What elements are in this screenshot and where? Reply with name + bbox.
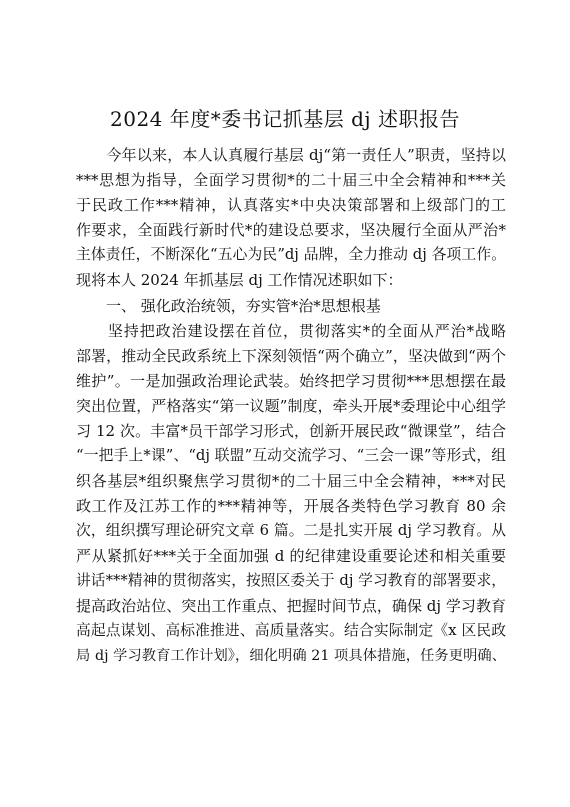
body-line: 部署，推动全民政系统上下深刻领悟“两个确立”，坚决做到“两个	[76, 347, 506, 365]
body-line: 政工作及江苏工作的***精神等，开展各类特色学习教育 80 余	[76, 497, 506, 515]
body-line: 高起点谋划、高标准推进、高质量落实。结合实际制定《x 区民政	[76, 622, 506, 639]
body-line: 现将本人 2024 年抓基层 dj 工作情况述职如下：	[76, 271, 403, 289]
body-line: 织各基层*组织聚焦学习贯彻*的二十届三中全会精神，***对民	[76, 472, 506, 490]
body-line: 突出位置，严格落实“第一议题”制度，牵头开展*委理论中心组学	[76, 397, 506, 415]
document-title: 2024 年度*委书记抓基层 dj 述职报告	[110, 107, 460, 131]
body-line: “一把手上*课”、“dj 联盟”互动交流学习、“三会一课”等形式，组	[76, 447, 506, 464]
body-line: 维护”。一是加强政治理论武装。始终把学习贯彻***思想摆在最	[76, 372, 506, 390]
body-line: 习 12 次。丰富*员干部学习形式，创新开展民政“微课堂”，结合	[76, 422, 506, 440]
body-line: 严从紧抓好***关于全面加强 d 的纪律建设重要论述和相关重要	[76, 547, 506, 565]
body-line: ***思想为指导，全面学习贯彻*的二十届三中全会精神和***关	[76, 171, 506, 189]
body-line: 主体责任，不断深化“五心为民”dj 品牌，全力推动 dj 各项工作。	[76, 246, 506, 263]
body-line: 作要求，全面践行新时代*的建设总要求，坚决履行全面从严治*	[76, 221, 506, 239]
body-line: 次，组织撰写理论研究文章 6 篇。二是扎实开展 dj 学习教育。从	[76, 522, 506, 539]
section-heading: 一、 强化政治统领，夯实管*治*思想根基	[76, 297, 381, 315]
body-line: 于民政工作***精神，认真落实*中央决策部署和上级部门的工	[76, 196, 506, 214]
body-line: 提高政治站位、突出工作重点、把握时间节点，确保 dj 学习教育	[76, 597, 506, 615]
body-line: 今年以来，本人认真履行基层 dj“第一责任人”职责，坚持以	[76, 146, 506, 164]
body-line: 讲话***精神的贯彻落实，按照区委关于 dj 学习教育的部署要求，	[76, 572, 506, 589]
body-line: 局 dj 学习教育工作计划》，细化明确 21 项具体措施，任务更明确、	[76, 648, 506, 664]
body-line: 坚持把政治建设摆在首位，贯彻落实*的全面从严治*战略	[76, 322, 506, 340]
